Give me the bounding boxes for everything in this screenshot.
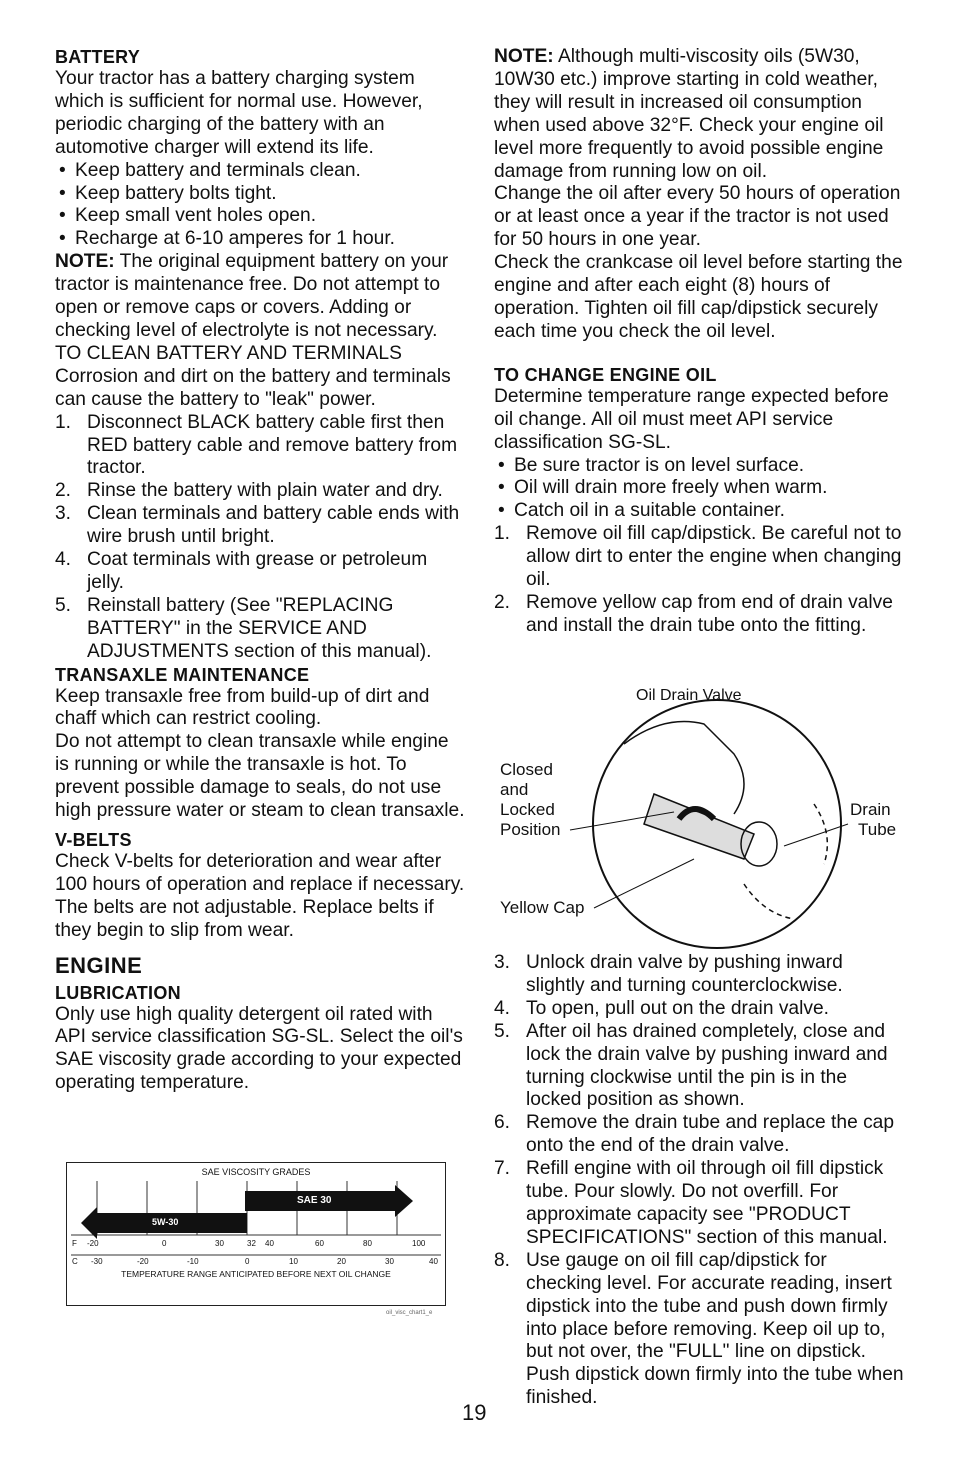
step-number: 2.: [494, 591, 511, 613]
step-number: 8.: [494, 1249, 511, 1271]
transaxle-p1: Keep transaxle free from build-up of dirt and chaff which can restrict cooling.: [55, 685, 430, 730]
step-number: 7.: [494, 1158, 511, 1180]
note-text: The original equipment battery on your tractor is maintenance free. Do not attempt to open or remove caps or covers. Adding or checking level of electrolyte is not necessary.: [55, 251, 449, 341]
transaxle-p2: Do not attempt to clean transaxle while engine is running or while the transaxle is hot. To prevent possible damage to seals, do not use high pressure water or steam to clean transaxle.: [55, 731, 465, 822]
step-text: Remove yellow cap from end of drain valve and install the drain tube onto the fitting.: [526, 591, 893, 636]
step-text: Coat terminals with grease or petroleum jelly.: [87, 549, 428, 593]
tick-label: -20: [137, 1257, 149, 1266]
right-column-lower: [494, 952, 906, 1410]
step-text: Unlock drain valve by pushing inward slightly and turning counterclockwise.: [526, 952, 843, 996]
list-item: • Keep battery bolts tight.: [55, 183, 467, 206]
left-column: [55, 46, 467, 1095]
list-item: [55, 412, 467, 481]
list-item: [55, 595, 467, 664]
list-item: [494, 592, 906, 638]
step-text: To open, pull out on the drain valve.: [526, 997, 829, 1019]
closed-label: Closed: [500, 760, 553, 779]
step-number: 3.: [494, 952, 511, 973]
viscosity-chart-title: SAE VISCOSITY GRADES: [201, 1167, 311, 1177]
engine-heading: ENGINE: [55, 952, 143, 978]
note-label: NOTE:: [55, 251, 115, 273]
step-number: 1.: [55, 411, 72, 433]
tick-label: 80: [363, 1239, 372, 1248]
list-item: [494, 1112, 906, 1158]
list-item: [55, 503, 467, 549]
note-text: Although multi-viscosity oils (5W30, 10W30 etc.) improve starting in cold weather, they will result in increased oil consumption when used above 32°F. Check your engine oil level more frequently to avoid possible engine damage from running low on oil.: [494, 46, 884, 182]
step-text: Disconnect BLACK battery cable first then RED battery cable and remove battery from tractor.: [87, 411, 458, 479]
chart-code: oil_visc_chart1_e: [386, 1310, 433, 1316]
f-label: F: [72, 1239, 77, 1248]
list-item: • Keep small vent holes open.: [55, 205, 467, 228]
list-item: [494, 998, 906, 1021]
tube-label: Tube: [858, 820, 897, 839]
5w30-label: 5W-30: [152, 1217, 179, 1227]
list-item: [55, 480, 467, 503]
change-oil-steps-b: [494, 952, 906, 1410]
viscosity-chart-footer: TEMPERATURE RANGE ANTICIPATED BEFORE NEXT OIL CHANGE: [121, 1269, 391, 1279]
tick-label: 40: [265, 1239, 274, 1248]
list-item: • Keep battery and terminals clean.: [55, 160, 467, 183]
change-oil-steps-a: [494, 523, 906, 638]
list-item: [494, 1158, 906, 1250]
step-number: 2.: [55, 480, 72, 502]
tick-label: 0: [162, 1239, 167, 1248]
list-item: [494, 523, 906, 592]
sae30-label: SAE 30: [297, 1195, 332, 1206]
step-text: After oil has drained completely, close and lock the drain valve by pushing inward and turning clockwise until the pin is in the locked position as shown.: [526, 1020, 888, 1111]
tick-label: 60: [315, 1239, 324, 1248]
list-item: [494, 1250, 906, 1410]
page-number: 19: [462, 1400, 487, 1425]
tick-label: -10: [187, 1257, 199, 1266]
list-item: • Be sure tractor is on level surface.: [494, 455, 906, 478]
step-number: 3.: [55, 503, 72, 525]
viscosity-chart: [66, 1162, 446, 1306]
step-number: 1.: [494, 523, 511, 545]
change-oil-heading: TO CHANGE ENGINE OIL: [494, 364, 717, 385]
clean-heading: TO CLEAN BATTERY AND TERMINALS: [55, 342, 402, 364]
right-note-p2: Change the oil after every 50 hours of operation or at least once a year if the tractor is not used for 50 hours in one year.: [494, 183, 901, 251]
tick-label: 40: [429, 1257, 438, 1266]
step-text: Remove the drain tube and replace the cap onto the end of the drain valve.: [526, 1112, 895, 1157]
drain-label: Drain: [850, 800, 891, 819]
lubrication-p: Only use high quality detergent oil rated with API service classification SG-SL. Select the oil's SAE viscosity grade according to your expected operating temperature.: [55, 1003, 463, 1094]
tick-label: -20: [87, 1239, 99, 1248]
right-note-p3: Check the crankcase oil level before starting the engine and after each eight (8) hours of operation. Tighten oil fill cap/dipstick securely each time you check the oil level.: [494, 252, 903, 342]
right-column: [494, 46, 906, 638]
clean-intro: Corrosion and dirt on the battery and terminals can cause the battery to "leak" power.: [55, 365, 451, 410]
list-item: [55, 549, 467, 595]
tick-label: -30: [91, 1257, 103, 1266]
tick-label: 30: [385, 1257, 394, 1266]
viscosity-chart-graphic: [67, 1163, 445, 1305]
vbelts-p1: Check V-belts for deterioration and wear after 100 hours of operation and replace if necessary. The belts are not adjustable. Replace belts if they begin to slip from wear.: [55, 851, 465, 941]
step-number: 4.: [55, 549, 72, 571]
battery-heading: BATTERY: [55, 47, 141, 67]
battery-intro: Your tractor has a battery charging system which is sufficient for normal use. However, periodic charging of the battery with an automotive charger will extend its life.: [55, 68, 423, 158]
step-number: 4.: [494, 997, 511, 1019]
tick-label: 100: [412, 1239, 426, 1248]
battery-bullets: [55, 160, 467, 252]
change-oil-intro: Determine temperature range expected before oil change. All oil must meet API service classification SG-SL.: [494, 385, 889, 453]
tick-label: 32: [247, 1239, 256, 1248]
battery-note: [55, 251, 467, 343]
and-label: and: [500, 780, 529, 799]
step-text: Clean terminals and battery cable ends with wire brush until bright.: [87, 503, 460, 548]
step-number: 5.: [55, 594, 72, 616]
step-text: Reinstall battery (See "REPLACING BATTERY" in the SERVICE AND ADJUSTMENTS section of this manual).: [87, 594, 432, 662]
step-number: 6.: [494, 1112, 511, 1134]
list-item: • Recharge at 6-10 amperes for 1 hour.: [55, 228, 467, 251]
list-item: [494, 1021, 906, 1113]
step-text: Rinse the battery with plain water and dry.: [87, 480, 443, 502]
clean-steps: [55, 412, 467, 664]
list-item: • Oil will drain more freely when warm.: [494, 477, 906, 500]
diagram-title: Oil Drain Valve: [636, 687, 742, 704]
list-item: [494, 952, 906, 998]
step-text: Refill engine with oil through oil fill dipstick tube. Pour slowly. Do not overfill. For approximate capacity see "PRODUCT SPECIFICATIONS" section of this manual.: [526, 1158, 888, 1248]
right-note: [494, 46, 906, 183]
oil-drain-valve-diagram: [494, 684, 906, 954]
position-label: Position: [500, 820, 561, 839]
step-number: 5.: [494, 1020, 511, 1042]
list-item: • Catch oil in a suitable container.: [494, 500, 906, 523]
step-text: Use gauge on oil fill cap/dipstick for checking level. For accurate reading, insert dipstick into the tube and push down firmly into place before removing. Keep oil up to, but not over, the "FULL" line on dipstick. Push dipstick down firmly into the tube when finished.: [526, 1249, 904, 1409]
locked-label: Locked: [500, 800, 555, 819]
yellow-cap-label: Yellow Cap: [500, 898, 585, 917]
vbelts-heading: V-BELTS: [55, 830, 132, 850]
c-label: C: [72, 1257, 78, 1266]
tick-label: 10: [289, 1257, 298, 1266]
lubrication-heading: LUBRICATION: [55, 982, 181, 1003]
tick-label: 20: [337, 1257, 346, 1266]
note-label: NOTE:: [494, 46, 554, 67]
transaxle-heading: TRANSAXLE MAINTENANCE: [55, 664, 310, 685]
change-oil-bullets: [494, 455, 906, 524]
tick-label: 30: [215, 1239, 224, 1248]
step-text: Remove oil fill cap/dipstick. Be careful not to allow dirt to enter the engine when changing oil.: [526, 523, 902, 591]
tick-label: 0: [245, 1257, 250, 1266]
